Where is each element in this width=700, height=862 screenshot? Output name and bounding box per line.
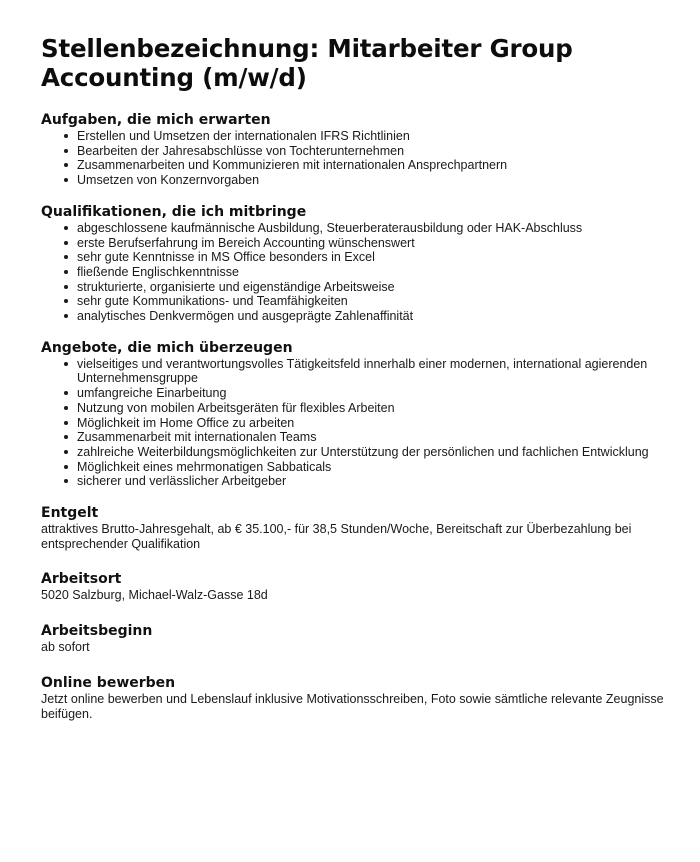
salary-text: attraktives Brutto-Jahresgehalt, ab € 35.100,- für 38,5 Stunden/Woche, Bereitschaft zur Überbezahlung bei entsprechender Qualifikation: [41, 522, 632, 551]
list-item: zahlreiche Weiterbildungsmöglichkeiten zur Unterstützung der persönlichen und fachlichen Entwicklung: [61, 445, 680, 460]
list-item: erste Berufserfahrung im Bereich Accounting wünschenswert: [61, 236, 680, 251]
list-item: strukturierte, organisierte und eigenständige Arbeitsweise: [61, 280, 680, 295]
section-heading-entgelt: Entgelt: [41, 505, 99, 522]
section-entgelt: [41, 505, 680, 551]
list-item: Zusammenarbeit mit internationalen Teams: [61, 430, 680, 445]
list-item: umfangreiche Einarbeitung: [61, 386, 680, 401]
list-item: sehr gute Kenntnisse in MS Office besonders in Excel: [61, 250, 680, 265]
section-aufgaben: [41, 112, 680, 188]
section-angebote: [41, 340, 680, 489]
section-heading-bewerben: Online bewerben: [41, 674, 176, 691]
list-item: sicherer und verlässlicher Arbeitgeber: [61, 474, 680, 489]
list-item: Erstellen und Umsetzen der internationalen IFRS Richtlinien: [61, 129, 680, 144]
list-item: Möglichkeit im Home Office zu arbeiten: [61, 416, 680, 431]
list-angebote: [41, 357, 680, 489]
list-aufgaben: [41, 129, 680, 188]
section-heading-arbeitsbeginn: Arbeitsbeginn: [41, 623, 153, 640]
start-date-text: ab sofort: [41, 640, 90, 655]
list-item: Umsetzen von Konzernvorgaben: [61, 173, 680, 188]
section-arbeitsbeginn: [41, 623, 680, 655]
section-qualifikationen: [41, 204, 680, 324]
section-heading-aufgaben: Aufgaben, die mich erwarten: [41, 112, 271, 128]
list-item: Bearbeiten der Jahresabschlüsse von Tochterunternehmen: [61, 144, 680, 159]
apply-text: Jetzt online bewerben und Lebenslauf inklusive Motivationsschreiben, Foto sowie sämtliche relevante Zeugnisse beifügen.: [41, 691, 664, 721]
list-item: Nutzung von mobilen Arbeitsgeräten für flexibles Arbeiten: [61, 401, 680, 416]
list-item: Zusammenarbeiten und Kommunizieren mit internationalen Ansprechpartnern: [61, 158, 680, 173]
list-qualifikationen: [41, 221, 680, 324]
location-text: 5020 Salzburg, Michael-Walz-Gasse 18d: [41, 588, 268, 603]
page-title: Stellenbezeichnung: Mitarbeiter Group Accounting (m/w/d): [41, 34, 573, 92]
section-heading-qualifikationen: Qualifikationen, die ich mitbringe: [41, 203, 307, 220]
list-item: abgeschlossene kaufmännische Ausbildung, Steuerberaterausbildung oder HAK-Abschluss: [61, 221, 680, 236]
section-heading-angebote: Angebote, die mich überzeugen: [41, 339, 293, 356]
list-item: fließende Englischkenntnisse: [61, 265, 680, 280]
list-item: analytisches Denkvermögen und ausgeprägte Zahlenaffinität: [61, 309, 680, 324]
section-heading-arbeitsort: Arbeitsort: [41, 571, 122, 588]
section-bewerben: [41, 675, 680, 721]
section-arbeitsort: [41, 571, 680, 603]
list-item: vielseitiges und verantwortungsvolles Tätigkeitsfeld innerhalb einer modernen, international agierenden Unternehmensgruppe: [61, 357, 680, 386]
list-item: sehr gute Kommunikations- und Teamfähigkeiten: [61, 294, 680, 309]
list-item: Möglichkeit eines mehrmonatigen Sabbaticals: [61, 460, 680, 475]
